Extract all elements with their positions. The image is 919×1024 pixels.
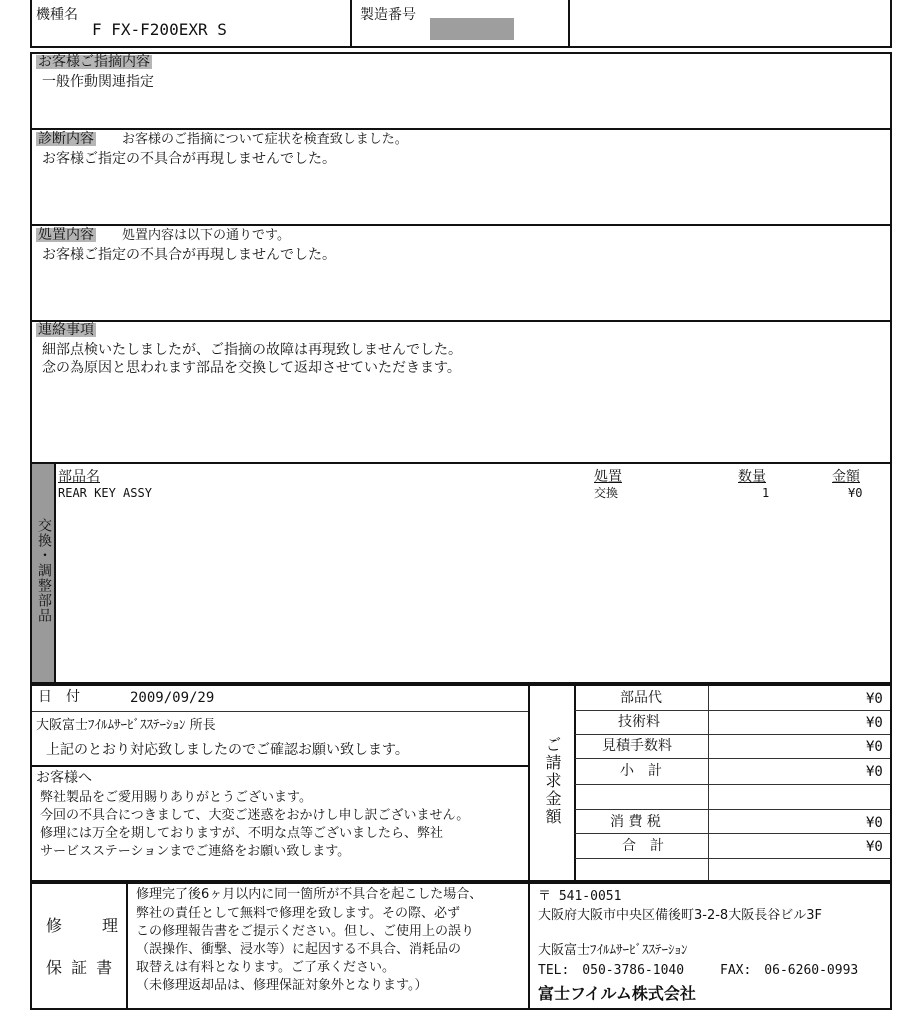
diagnosis-line: お客様ご指定の不具合が再現しませんでした。 [42, 151, 336, 167]
billing-label: 小 計 [620, 763, 662, 779]
billing-value: ¥0 [866, 764, 883, 780]
billing-label: 部品代 [620, 690, 662, 706]
parts-header-name: 部品名 [58, 469, 100, 485]
company-station: 大阪富士ﾌｲﾙﾑｻｰﾋﾞｽｽﾃｰｼｮﾝ [538, 943, 688, 958]
billing-box [528, 684, 892, 882]
parts-header-amount: 金額 [832, 469, 860, 485]
billing-label: 見積手数料 [602, 738, 672, 754]
warranty-line-1: 修理完了後6ヶ月以内に同一箇所が不具合を起こした場合、 [136, 887, 483, 902]
part-name: REAR KEY ASSY [58, 486, 152, 500]
billing-label: 技術料 [618, 714, 660, 730]
warranty-title-1b: 理 [102, 916, 119, 935]
warranty-line-3: この修理報告書をご提示ください。但し、ご使用上の誤り [136, 924, 475, 939]
parts-side-label: 交換・調整部品 [36, 518, 52, 623]
billing-value: ¥0 [866, 839, 883, 855]
warranty-line-6: （未修理返却品は、修理保証対象外となります。） [136, 978, 428, 993]
confirm-text: 上記のとおり対応致しましたのでご確認お願い致します。 [46, 742, 409, 758]
customer-line-2: 今回の不具合につきまして、大変ご迷惑をおかけし申し訳ございません。 [40, 808, 470, 823]
notes-label: 連絡事項 [38, 322, 94, 338]
treatment-intro: 処置内容は以下の通りです。 [122, 228, 290, 243]
date-value: 2009/09/29 [130, 690, 215, 706]
parts-header-action: 処置 [594, 469, 622, 485]
request-label: お客様ご指摘内容 [38, 54, 150, 70]
part-action: 交換 [594, 486, 619, 500]
billing-value: ¥0 [866, 739, 883, 755]
request-line: 一般作動関連指定 [42, 74, 154, 90]
billing-side-label: ご請求金額 [543, 736, 562, 826]
warranty-line-5: 取替えは有料となります。ご了承ください。 [136, 960, 395, 975]
serial-label: 製造番号 [360, 7, 416, 23]
warranty-title-2: 保 証 書 [46, 958, 115, 977]
part-amount: ¥0 [848, 486, 863, 500]
diagnosis-label: 診断内容 [38, 131, 94, 147]
treatment-line: お客様ご指定の不具合が再現しませんでした。 [42, 247, 336, 263]
treatment-label: 処置内容 [38, 227, 94, 243]
company-fax: FAX: 06-6260-0993 [720, 963, 859, 978]
company-tel: TEL: 050-3786-1040 [538, 963, 685, 978]
parts-header-qty: 数量 [738, 469, 766, 485]
model-value: F FX-F200EXR S [92, 20, 227, 39]
billing-value: ¥0 [866, 815, 883, 831]
warranty-line-4: （誤操作、衝撃、浸水等）に起因する不具合、消耗品の [136, 942, 462, 957]
station-signature: 大阪富士ﾌｲﾙﾑｻｰﾋﾞｽｽﾃｰｼｮﾝ 所長 [36, 718, 216, 733]
customer-line-3: 修理には万全を期しておりますが、不明な点等ございましたら、弊社 [40, 826, 444, 841]
warranty-title-1a: 修 [46, 916, 63, 935]
notes-line-1: 細部点検いたしましたが、ご指摘の故障は再現致しませんでした。 [42, 342, 462, 358]
customer-heading: お客様へ [36, 770, 92, 786]
notes-line-2: 念の為原因と思われます部品を交換して返却させていただきます。 [42, 360, 461, 376]
model-label: 機種名 [36, 7, 78, 23]
warranty-line-2: 弊社の責任として無料で修理を致します。その際、必ず [136, 906, 460, 921]
billing-value: ¥0 [866, 715, 883, 731]
billing-label: 消 費 税 [610, 814, 661, 830]
billing-value: ¥0 [866, 691, 883, 707]
company-address: 大阪府大阪市中央区備後町3-2-8大阪長谷ビル3F [538, 908, 822, 923]
customer-line-1: 弊社製品をご愛用賜りありがとうございます。 [40, 790, 312, 805]
customer-line-4: サービスステーションまでご連絡をお願い致します。 [40, 844, 351, 859]
date-label: 日 付 [38, 689, 80, 705]
company-name: 富士フイルム株式会社 [538, 984, 696, 1003]
diagnosis-intro: お客様のご指摘について症状を検査致しました。 [122, 132, 408, 147]
billing-label: 合 計 [622, 838, 664, 854]
serial-redaction [430, 18, 514, 40]
part-qty: 1 [762, 486, 770, 500]
company-postal: 〒 541-0051 [538, 889, 622, 904]
